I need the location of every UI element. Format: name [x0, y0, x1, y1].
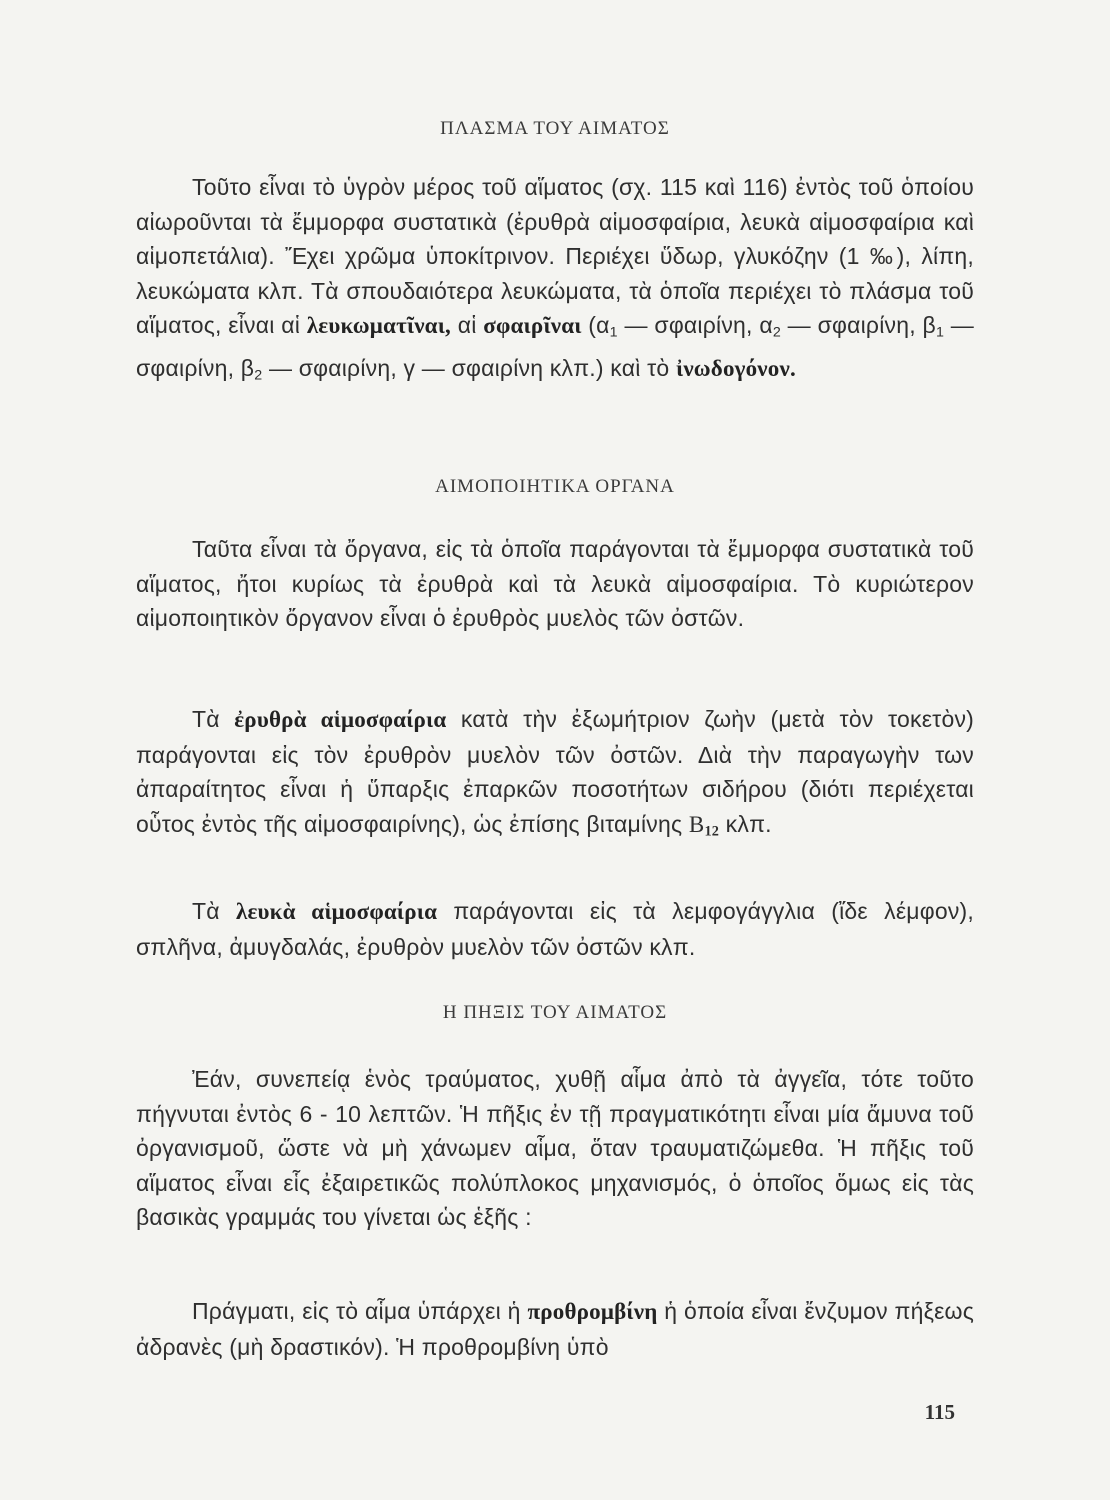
- paragraph-plasma: [136, 170, 974, 393]
- bold-term-sfairinai: σφαιρῖναι: [483, 313, 582, 339]
- page-number: 115: [924, 1400, 955, 1424]
- subscript: 12: [704, 823, 720, 840]
- heading-coagulation: Η ΠΗΞΙΣ ΤΟΥ ΑΙΜΑΤΟΣ: [442, 1002, 668, 1023]
- bold-term-red-cells: ἐρυθρὰ αἱμοσφαίρια: [234, 707, 447, 732]
- paragraph-coagulation: Ἐάν, συνεπείᾳ ἑνὸς τραύματος, χυθῇ αἷμα ἀπὸ τὰ ἀγγεῖα, τότε τοῦτο πήγνυται ἐντὸς 6 - 10 λεπτῶν. Ἡ πῆξις ἐν τῇ πραγματικότητι εἶναι μία ἄμυνα τοῦ ὀργανισμοῦ, ὥστε νὰ μὴ χάνωμεν αἷμα, ὅταν τραυματιζώμεθα. Ἡ πῆξις τοῦ αἵματος εἶναι εἷς ἐξαιρετικῶς πολύπλοκος μηχανισμός, ὁ ὁποῖος ὅμως εἰς τὰς βασικὰς γραμμάς του γίνεται ὡς ἑξῆς :: [136, 1066, 974, 1231]
- heading-plasma: ΠΛΑΣΜΑ ΤΟΥ ΑΙΜΑΤΟΣ: [440, 118, 670, 139]
- text-run: (α: [581, 312, 610, 339]
- text-run: — σφαιρίνη, β: [136, 312, 974, 381]
- subscript: 2: [772, 324, 781, 341]
- paragraph-organs-intro: Ταῦτα εἶναι τὰ ὄργανα, εἰς τὰ ὁποῖα παράγονται τὰ ἔμμορφα συστατικὰ τοῦ αἵματος, ἤτοι κυρίως τὰ ἐρυθρὰ καὶ τὰ λευκὰ αἱμοσφαίρια. Τὸ κυριώτερον αἱμοποιητικὸν ὄργανον εἶναι ὁ ἐρυθρὸς μυελὸς τῶν ὀστῶν.: [136, 536, 974, 632]
- text-run: αἱ: [451, 312, 484, 339]
- text-run: κλπ.: [719, 810, 772, 837]
- text-run: — σφαιρίνη, β: [780, 312, 936, 339]
- bold-term-white-cells: λευκὰ αἱμοσφαίρια: [236, 899, 438, 924]
- text-run: — σφαιρίνη, γ — σφαιρίνη κλπ.) καὶ τὸ: [262, 354, 676, 381]
- text-run: Τοῦτο εἶναι τὸ ὑγρὸν μέρος τοῦ αἵματος (σχ. 115 καὶ 116) ἐντὸς τοῦ ὁποίου αἰωροῦνται τὰ ἔμμορφα συστατικὰ (ἐρυθρὰ αἱμοσφαίρια, λευκὰ αἱμοσφαίρια καὶ αἱμοπετάλια). Ἔχει χρῶμα ὑποκίτρινον. Περιέχει ὕδωρ, γλυκόζην (1 ‰), λίπη, λευκώματα κλπ. Τὰ σπουδαιότερα λευκώματα, τὰ ὁποῖα περιέχει τὸ πλάσμα τοῦ αἵματος, εἶναι αἱ: [136, 174, 974, 339]
- text-run: — σφαιρίνη, α: [617, 312, 773, 339]
- text-run: Τὰ: [192, 706, 235, 732]
- bold-term-inodogonon: ἰνωδογόνον.: [675, 355, 796, 381]
- text-run: παράγονται εἰς τὰ λεμφογάγγλια (ἴδε λέμφον), σπλῆνα, ἀμυγδαλάς, ἐρυθρὸν μυελὸν τῶν ὀστῶν κλπ.: [136, 898, 974, 960]
- subscript: 2: [254, 367, 263, 384]
- paragraph-red-cells: [136, 702, 974, 849]
- bold-term-leukomatinai: λευκωματῖναι,: [306, 313, 451, 339]
- subscript: 1: [935, 324, 945, 341]
- bold-term-prothrombin: προθρομβίνη: [527, 1299, 658, 1324]
- text-run: Τὰ: [192, 898, 237, 924]
- text-run: ἡ ὁποία εἶναι ἔνζυμον πήξεως ἀδρανὲς (μὴ δραστικόν). Ἡ προθρομβίνη ὑπὸ: [136, 1298, 974, 1360]
- paragraph-prothrombin: [136, 1294, 974, 1364]
- paragraph-white-cells: [136, 894, 974, 964]
- text-run: κατὰ τὴν ἐξωμήτριον ζωὴν (μετὰ τὸν τοκετὸν) παράγονται εἰς τὸν ἐρυθρὸν μυελὸν τῶν ὀστῶν. Διὰ τὴν παραγωγὴν των ἀπαραίτητος εἶναι ἡ ὕπαρξις ἐπαρκῶν ποσοτήτων σιδήρου (διότι περιέχεται οὗτος ἐντὸς τῆς αἱμοσφαιρίνης), ὡς ἐπίσης βιταμίνης: [136, 706, 975, 837]
- vitamin-letter: B: [688, 811, 705, 837]
- text-run: Πράγματι, εἰς τὸ αἷμα ὑπάρχει ἡ: [192, 1298, 528, 1324]
- subscript: 1: [609, 324, 618, 341]
- heading-haematopoietic-organs: ΑΙΜΟΠΟΙΗΤΙΚΑ ΟΡΓΑΝΑ: [435, 476, 675, 497]
